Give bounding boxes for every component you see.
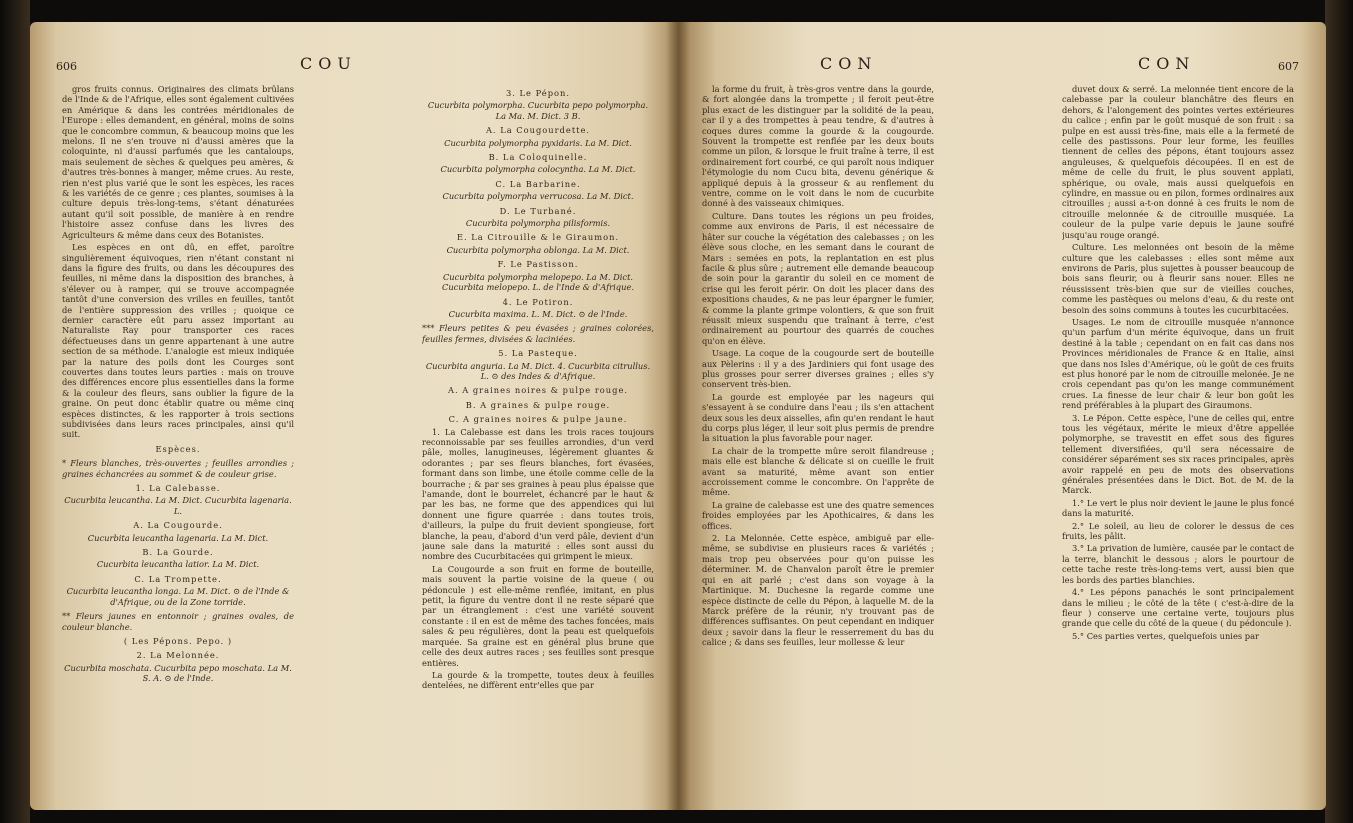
text-paragraph: B. La Coloquinelle. (488, 152, 588, 163)
text-paragraph: 4.° Les pépons panachés le sont principalement dans le milieu ; le côté de la tête ( c'est-à-dire de la fleur ) conserve une certaine verte, toujours plus grande que celle du côté de la queue ( du pédoncule ). (1062, 587, 1294, 629)
right-column-2 (1062, 84, 1294, 784)
text-paragraph: Cucurbita polymorpha melopepo. La M. Dict. Cucurbita melopepo. L. de l'Inde & d'Afrique. (441, 271, 635, 293)
text-paragraph: C. La Barbarine. (495, 178, 581, 189)
left-page-number: 606 (56, 60, 77, 73)
left-column-2 (422, 84, 654, 784)
left-page (30, 22, 678, 810)
left-page-header: COU (300, 54, 357, 73)
text-paragraph: La chair de la trompette mûre seroit filandreuse ; mais elle est blanche & délicate si on cueille le fruit avant sa maturité, même avant son entier accroissement comme le concombre. On l'apprête de même. (702, 445, 934, 498)
text-paragraph: F. Le Pastisson. (497, 259, 579, 270)
text-paragraph: Cucurbita leucantha longa. La M. Dict. ⊙ de l'Inde & d'Afrique, ou de la Zone torride. (66, 586, 290, 607)
book-gutter (666, 22, 690, 810)
text-paragraph: Espèces. (155, 443, 201, 454)
text-paragraph: Cucurbita polymorpha. Cucurbita pepo polymorpha. La Ma. M. Dict. 3 B. (427, 100, 649, 121)
text-paragraph: C. La Trompette. (134, 573, 222, 584)
text-paragraph: Cucurbita maxima. L. M. Dict. ⊙ de l'Inde. (448, 308, 628, 319)
text-paragraph: Usages. Le nom de citrouille musquée n'annonce qu'un parfum d'un mérite équivoque, dans un fruit destiné à la table ; cependant on en fait cas dans nos Provinces méridionales de France & en Italie, ainsi que dans nos Isles d'Amérique, où le goût de ces fruits est plus honoré par le nom de citrouille melonée. Je ne crois cependant pas qu'on les mange communément crues. La finesse de leur chair & leur bon goût les rend préférables à la plupart des Giraumons. (1062, 316, 1294, 411)
text-paragraph: 1.° Le vert le plus noir devient le jaune le plus foncé dans la maturité. (1062, 497, 1294, 519)
text-paragraph: 3.° La privation de lumière, causée par le contact de la terre, blanchit le dessous ; alors le pourtour de cette tache reste très-long-tems vert, aussi bien que les bords des parties blanchies. (1062, 543, 1294, 585)
text-paragraph: Culture. Dans toutes les régions un peu froides, comme aux environs de Paris, il est nécessaire de hâter sur couche la végétation des calebasses ; on les élève sous cloche, en les semant dans le courant de Mars : semées en pots, la replantation en est plus facile & plus sûre ; autrement elle demande beaucoup de soin pour la garantir du soleil en ce moment de crise qui les feroit périr. On doit les placer dans des expositions chaudes, & ne pas leur épargner le fumier, & comme la plante grimpe volontiers, & que son fruit réussit mieux suspendu que traînant à terre, c'est ordinairement au pourtour des quarrés de couches qu'on en élève. (702, 210, 934, 346)
book-spread (30, 22, 1326, 810)
text-paragraph: 4. Le Potiron. (502, 296, 574, 307)
text-paragraph: La gourde est employée par les nageurs qui s'essayent à se conduire dans l'eau ; ils s'en attachent deux sous les deux aisselles, afin qu'en rendant le haut du corps plus léger, il leur soit plus permis de prendre la situation la plus favorable pour nager. (702, 391, 934, 444)
text-paragraph: *** Fleurs petites & peu évasées ; graines colorées, feuilles fermes, divisées & laciniées. (422, 323, 654, 344)
text-paragraph: ( Les Pépons. Pepo. ) (123, 635, 233, 646)
text-paragraph: 2.° Le soleil, au lieu de colorer le dessus de ces fruits, les pâlit. (1062, 520, 1294, 542)
text-paragraph: 2. La Melonnée. (136, 650, 220, 661)
text-paragraph: Cucurbita moschata. Cucurbita pepo moschata. La M. S. A. ⊙ de l'Inde. (64, 662, 292, 684)
text-paragraph: gros fruits connus. Originaires des climats brûlans de l'Inde & de l'Afrique, elles sont également cultivées en Amérique & dans les contrées méridionales de l'Europe : elles demandent, en général, moins de soins que le concombre commun, & beaucoup moins que les melons. Il ne s'en trouve ni d'aussi amères que la coloquinte, ni d'aussi parfumés que les cantaloups, mais seulement de sèches & quelques peu amères, & d'autres très-bonnes à manger, même crues. Au reste, rien n'est plus varié que le sont les espèces, les races & les variétés de ce genre ; ces plantes, soumises à la culture depuis très-long-tems, s'étant dénaturées autant qu'il soit possible, de manière à en rendre l'histoire assez confuse dans les livres des Agriculteurs & même dans ceux des Botanistes. (62, 84, 294, 240)
text-paragraph: A. La Cougourde. (133, 520, 223, 531)
text-paragraph: 3. Le Pépon. (505, 88, 571, 98)
text-paragraph: C. A graines noires & pulpe jaune. (448, 414, 628, 425)
text-paragraph: Les espèces en ont dû, en effet, paroître singulièrement équivoques, rien n'étant constant ni dans la figure des fruits, ou dans les découpures des feuilles, ni même dans la disposition des branches, à s'élever ou à ramper, qui se trouve accompagnée tantôt d'une conversion des vrilles en feuilles, tantôt de l'entière suppression des vrilles ; quoique ce dernier caractère eût paru assez important au Naturaliste Ray pour transporter ces races défectueuses dans un genre appartenant à une autre section de sa méthode. L'analogie est mieux indiquée par la nature des poils dont les Courges sont couvertes dans toutes leurs parties : mais on trouve des différences encore plus essentielles dans la forme & la couleur des fleurs, sans oublier la figure de la graine. On peut donc établir quatre ou même cinq espèces distinctes, & les rapporter à trois sections subdivisées dans leurs races principales, ainsi qu'il suit. (62, 242, 294, 440)
text-paragraph: B. La Gourde. (142, 547, 214, 558)
right-page-number: 607 (1278, 60, 1299, 73)
text-paragraph: Usage. La coque de la cougourde sert de bouteille aux Pèlerins : il y a des Jardiniers qui font usage des plus grosses pour serrer diverses graines ; elles s'y conservent très-bien. (702, 348, 934, 390)
right-page-header-left: CON (820, 54, 878, 73)
text-paragraph: Cucurbita polymorpha pilisformis. (465, 218, 611, 229)
text-paragraph: la forme du fruit, à très-gros ventre dans la gourde, & fort alongée dans la trompette ; il feroit peut-être plus exact de les distinguer par la solidité de la peau, car il y a des trompettes à peau tendre, & d'autres à coques dures comme la gourde & la cougourde. Souvent la trompette est renflée par les deux bouts comme un pilon, & lorsque le fruit traîne à terre, il est ordinairement fort courbé, ce qui paroît nous indiquer l'étymologie du nom Cucu bita, devenu générique & appliqué depuis à la grosseur & au renflement du ventre, comme on le voit dans le nom de cucurbite donné à des vaisseaux chimiques. (702, 84, 934, 209)
right-column-1 (702, 84, 934, 784)
text-paragraph: 2. La Melonnée. Cette espèce, ambiguë par elle-même, se subdivise en plusieurs races & variétés ; mais trop peu observées pour qu'on puisse les déterminer. M. de Chanvalon paroît être le premier qui en ait parlé ; c'est dans son voyage à la Martinique. M. Duchesne la regarde comme une espèce distincte de celle du Pépon, à laquelle M. de la Marck préfère de la réunir, n'y trouvant pas de différences suffisantes. On peut cependant en indiquer deux ; savoir dans la fleur le resserrement du bas du calice ; & dans ses feuilles, leur mollesse & leur (702, 533, 934, 648)
text-paragraph: Cucurbita polymorpha pyxidaris. La M. Dict. (444, 137, 632, 148)
text-paragraph: 1. La Calebasse est dans les trois races toujours reconnoissable par ses feuilles arrondies, d'un verd pâle, molles, lanugineuses, légèrement gluantes & odorantes ; par ses fleurs blanches, fort évasées, formant dans son limbe, une étoile comme celle de la bourrache ; & par ses graines à peau plus épaisse que l'amande, dont le bourrelet, échancré par le haut & par les bas, ne forme que des appendices qui lui donnent une figure quarrée : dans toutes trois, d'ailleurs, la pulpe du fruit devient spongieuse, fort blanche, la peau, d'abord d'un verd pâle, devient d'un jaune sale dans la maturité : elles sont aussi du nombre des Cucurbitacées qui grimpent le mieux. (422, 426, 654, 562)
book-edge-right (1325, 0, 1353, 823)
text-paragraph: B. A graines & pulpe rouge. (465, 399, 611, 410)
text-paragraph: D. Le Turbané. (499, 205, 577, 216)
text-paragraph: Cucurbita polymorpha colocyntha. La M. Dict. (440, 164, 636, 175)
text-paragraph: A. A graines noires & pulpe rouge. (447, 385, 629, 396)
text-paragraph: Cucurbita leucantha latior. La M. Dict. (96, 559, 260, 570)
text-paragraph: ** Fleurs jaunes en entonnoir ; graines ovales, de couleur blanche. (62, 611, 294, 632)
text-paragraph: Cucurbita polymorpha oblonga. La M. Dict. (446, 244, 630, 255)
text-paragraph: * Fleurs blanches, très-ouvertes ; feuilles arrondies ; graines échancrées au sommet & de couleur grise. (62, 458, 294, 479)
left-column-1 (62, 84, 294, 784)
text-paragraph: duvet doux & serré. La melonnée tient encore de la calebasse par la couleur blanchâtre des fleurs en dehors, & l'alongement des pointes vertes extérieures du calice ; enfin par le goût musqué de son fruit : sa pulpe en est aussi très-fine, mais elle a la fermeté de celle des pastissons. Pour leur forme, les feuilles tiennent de celles des pépons, étant toujours assez anguleuses, & quelquefois découpées. Il en est de même de celle du fruit, le plus souvent applati, sphérique, ou ovale, mais aussi quelquefois en cylindre, en massue ou en pilon, formes ordinaires aux citrouilles ; aussi a-t-on donné à ces fruits le nom de citrouille melonnée & de citrouille musquée. La couleur de la pulpe varie depuis le jaune soufré jusqu'au rouge orangé. (1062, 84, 1294, 240)
text-paragraph: 5.° Ces parties vertes, quelquefois unies par (1072, 630, 1259, 641)
text-paragraph: Culture. Les melonnées ont besoin de la même culture que les calebasses : elles sont même aux environs de Paris, plus sujettes à pousser beaucoup de bois sans fleurir, ou à fleurir sans nouer. Elles ne réussissent très-bien que sur de vieilles couches, comme les pastèques ou melons d'eau, & du reste ont besoin des soins communs à toutes les cucurbitacées. (1062, 242, 1294, 315)
text-paragraph: 3. Le Pépon. Cette espèce, l'une de celles qui, entre tous les végétaux, mérite le mieux d'être appellée polymorphe, se travestit en effet sous des figures tellement diversifiées, qu'il sera nécessaire de considérer séparément ses six races principales, après avoir rappelé en peu de mots des observations générales présentées dans le Dict. Bot. de M. de la Marck. (1062, 412, 1294, 496)
text-paragraph: Cucurbita anguria. La M. Dict. 4. Cucurbita citrullus. L. ⊙ des Indes & d'Afrique. (425, 360, 651, 381)
text-paragraph: E. La Citrouille & le Giraumon. (456, 232, 620, 243)
text-paragraph: Cucurbita polymorpha verrucosa. La M. Dict. (442, 191, 634, 202)
text-paragraph: 1. La Calebasse. (135, 483, 221, 494)
text-paragraph: Cucurbita leucantha. La M. Dict. Cucurbita lagenaria. L. (64, 495, 292, 516)
right-page (678, 22, 1326, 810)
text-paragraph: La Cougourde a son fruit en forme de bouteille, mais souvent la partie voisine de la queue ( ou pédoncule ) est elle-même renflée, imitant, en plus petit, la figure du ventre dont il ne reste séparé que par un étranglement : c'est une variété souvent constante : il en est de même des taches foncées, mais sales & peu régulières, dont la peau est quelquefois marquée. Sa graine est en général plus brune que celle des deux autres races ; ses feuilles sont presque entières. (422, 563, 654, 668)
text-paragraph: La gourde & la trompette, toutes deux à feuilles dentelées, ne diffèrent entr'elles que par (422, 669, 654, 691)
text-paragraph: 5. La Pasteque. (498, 348, 578, 359)
text-paragraph: A. La Cougourdette. (485, 125, 591, 136)
book-edge-left (0, 0, 30, 823)
text-paragraph: La graine de calebasse est une des quatre semences froides employées par les Apothicaires, & dans les offices. (702, 499, 934, 531)
right-page-header-right: CON (1138, 54, 1196, 73)
text-paragraph: Cucurbita leucantha lagenaria. La M. Dict. (87, 532, 269, 543)
